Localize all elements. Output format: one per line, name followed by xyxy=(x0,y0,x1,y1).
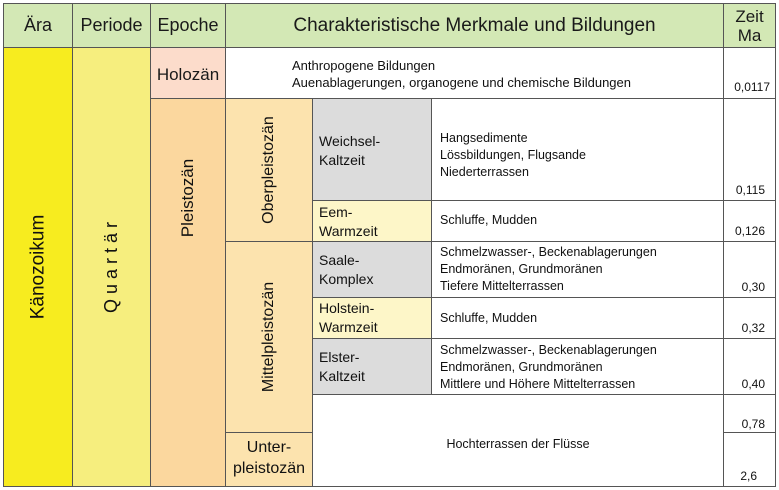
ma-weichsel-cell xyxy=(724,99,775,200)
stage-elster-line1: Elster- xyxy=(319,349,360,365)
feature-saale-2: Endmoränen, Grundmoränen xyxy=(440,262,603,276)
grid-line-upper xyxy=(225,241,776,242)
grid-line-saale xyxy=(312,297,776,298)
features-elster xyxy=(432,339,723,394)
stage-eem-line1: Eem- xyxy=(319,204,353,220)
feature-weichsel-2: Lössbildungen, Flugsande xyxy=(440,148,586,162)
stage-holstein xyxy=(313,298,431,338)
grid-line-elster xyxy=(312,394,776,395)
feature-elster-2: Endmoränen, Grundmoränen xyxy=(440,360,603,374)
ma-eem: 0,126 xyxy=(734,224,765,238)
ma-holstein: 0,32 xyxy=(741,321,765,335)
header-time xyxy=(724,4,775,47)
grid-line-v-epoch xyxy=(225,3,226,487)
header-features xyxy=(226,4,723,47)
feature-lower-1: Hochterrassen der Flüsse xyxy=(446,437,590,451)
grid-line-middle xyxy=(225,432,313,433)
header-features-label: Charakteristische Merkmale und Bildungen xyxy=(293,14,656,36)
grid-line-v-series xyxy=(312,98,313,487)
stage-saale-line1: Saale- xyxy=(319,252,360,268)
ma-middle-end-cell xyxy=(724,395,775,432)
header-epoch-label: Epoche xyxy=(157,15,219,35)
header-period xyxy=(73,4,150,47)
ma-saale-cell xyxy=(724,242,775,297)
feature-eem-1: Schluffe, Mudden xyxy=(440,213,538,227)
stage-saale xyxy=(313,242,431,297)
stage-holstein-line2: Warmzeit xyxy=(319,319,378,335)
header-era xyxy=(4,4,72,47)
epoch-holocene-label: Holozän xyxy=(156,65,220,84)
ma-elster-cell xyxy=(724,339,775,394)
header-epoch xyxy=(151,4,225,47)
features-lower xyxy=(313,395,723,486)
era-cell xyxy=(4,48,72,486)
header-period-label: Periode xyxy=(80,15,143,35)
series-middle-label: Mittelpleistozän xyxy=(260,281,277,393)
ma-weichsel: 0,115 xyxy=(735,183,765,197)
grid-line-right xyxy=(775,3,776,487)
holocene-features xyxy=(226,48,723,98)
grid-line-ma-middle xyxy=(723,432,776,433)
grid-line-v-time xyxy=(723,3,724,487)
stage-eem xyxy=(313,201,431,241)
ma-saale: 0,30 xyxy=(741,280,765,294)
stage-weichsel xyxy=(313,99,431,200)
ma-holocene: 0,0117 xyxy=(734,80,770,94)
feature-holstein-1: Schluffe, Mudden xyxy=(440,311,538,325)
header-time-label: Zeit xyxy=(735,6,764,26)
feature-saale-3: Tiefere Mittelterrassen xyxy=(440,279,564,293)
ma-eem-cell xyxy=(724,201,775,241)
period-cell xyxy=(73,48,150,486)
stage-eem-line2: Warmzeit xyxy=(319,223,378,239)
series-upper-label: Oberpleistozän xyxy=(260,116,277,224)
period-label: Q u a r t ä r xyxy=(101,221,121,313)
grid-line-header xyxy=(3,47,776,48)
features-saale xyxy=(432,242,723,297)
ma-lower-end: 2,6 xyxy=(740,469,757,483)
stage-weichsel-line2: Kaltzeit xyxy=(319,152,365,168)
series-lower-label-2: pleistozän xyxy=(232,460,306,477)
epoch-pleistocene-label: Pleistozän xyxy=(178,158,197,237)
grid-line-weichsel xyxy=(312,200,776,201)
stage-weichsel-line1: Weichsel- xyxy=(319,133,381,149)
era-label: Känozoikum xyxy=(27,214,48,320)
features-eem xyxy=(432,201,723,241)
stage-elster-line2: Kaltzeit xyxy=(319,368,365,384)
grid-line-holocene xyxy=(150,98,776,99)
series-upper xyxy=(226,99,312,241)
feature-elster-1: Schmelzwasser-, Beckenablagerungen xyxy=(440,343,657,357)
holocene-feature-2: Auenablagerungen, organogene und chemische Bildungen xyxy=(292,75,631,90)
feature-weichsel-1: Hangsedimente xyxy=(440,131,528,145)
grid-line-top xyxy=(3,3,776,4)
features-holstein xyxy=(432,298,723,338)
stage-saale-line2: Komplex xyxy=(319,271,374,287)
series-lower-label-1: Unter- xyxy=(246,439,292,456)
grid-line-v-era xyxy=(72,3,73,487)
grid-line-holstein xyxy=(312,338,776,339)
grid-line-v-period xyxy=(150,3,151,487)
features-weichsel xyxy=(432,99,723,200)
grid-line-bottom xyxy=(3,486,776,487)
epoch-pleistocene xyxy=(151,99,225,486)
feature-weichsel-3: Niederterrassen xyxy=(440,165,529,179)
stage-elster xyxy=(313,339,431,394)
holocene-feature-1: Anthropogene Bildungen xyxy=(292,58,436,73)
ma-holocene-cell xyxy=(724,48,775,98)
ma-elster: 0,40 xyxy=(741,377,765,391)
series-middle xyxy=(226,242,312,432)
feature-elster-3: Mittlere und Höhere Mittelterrassen xyxy=(440,377,636,391)
ma-holstein-cell xyxy=(724,298,775,338)
feature-saale-1: Schmelzwasser-, Beckenablagerungen xyxy=(440,245,657,259)
grid-line-left xyxy=(3,3,4,487)
series-lower xyxy=(226,433,312,486)
header-era-label: Ära xyxy=(23,15,52,35)
stage-holstein-line1: Holstein- xyxy=(319,300,375,316)
header-time-unit: Ma xyxy=(737,25,762,45)
ma-middle-end: 0,78 xyxy=(741,417,765,431)
grid-line-v-stage xyxy=(431,98,432,395)
ma-lower-end-cell xyxy=(724,433,775,486)
epoch-holocene xyxy=(151,48,225,98)
